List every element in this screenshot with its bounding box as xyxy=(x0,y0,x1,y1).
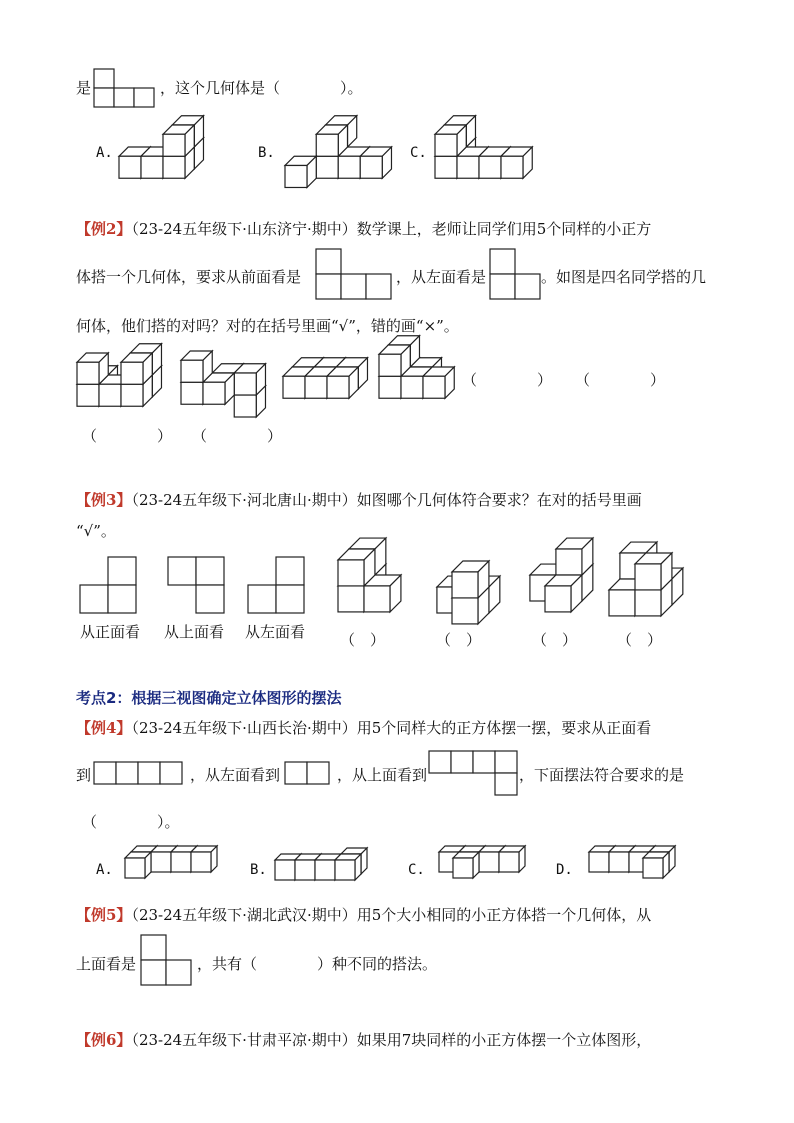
cube-face xyxy=(327,376,349,398)
cube xyxy=(77,353,108,384)
ex3-solid-2 xyxy=(425,560,491,622)
ex4-text1: （23-24五年级下·山西长治·期中）用5个同样大的正方体摆一摆，要求从正面看 xyxy=(131,719,652,737)
cube-face xyxy=(457,156,479,178)
cube-face xyxy=(360,156,382,178)
cube xyxy=(121,353,152,384)
q1-solid-c xyxy=(434,124,534,178)
cube-face xyxy=(316,156,338,178)
ex4-text2b: ，从左面看到 xyxy=(190,766,281,784)
cube-face xyxy=(121,362,143,384)
cube-face xyxy=(234,395,256,417)
cube xyxy=(338,549,375,586)
ex3-left-view xyxy=(247,556,307,616)
cube-face xyxy=(379,354,401,376)
ex2-tag: 【例2】 xyxy=(76,220,132,238)
cube xyxy=(335,854,361,880)
ex5-text2a: 上面看是 xyxy=(76,955,137,973)
cube-face xyxy=(338,586,364,612)
ex2-blank-1[interactable]: （ ） xyxy=(82,427,173,445)
ex4-solid-c xyxy=(432,851,528,887)
ex3-text1: （23-24五年级下·河北唐山·期中）如图哪个几何体符合要求？在对的括号里画 xyxy=(131,491,642,509)
cube-face xyxy=(203,382,225,404)
ex4-solid-b xyxy=(274,853,370,887)
ex3-text2: “√”。 xyxy=(76,522,116,540)
cube-face xyxy=(609,590,635,616)
cube-face xyxy=(452,598,478,624)
ex2-solid-1 xyxy=(76,352,156,412)
cube xyxy=(327,367,358,398)
ex3-label-front: 从正面看 xyxy=(80,623,141,641)
cube-face xyxy=(77,384,99,406)
q1-option-b: B. xyxy=(258,145,275,161)
ex4-option-b: B. xyxy=(250,862,267,878)
ex2-blank-4[interactable]: （ ） xyxy=(575,371,666,389)
ex3-label-top: 从上面看 xyxy=(164,623,225,641)
cube-face xyxy=(77,362,99,384)
ex3-front-view xyxy=(79,556,139,616)
ex5-top-view xyxy=(140,934,194,988)
cube-face xyxy=(315,860,335,880)
cube-face xyxy=(545,586,571,612)
cube-face xyxy=(556,549,582,575)
ex4-text2d: ，下面摆法符合要求的是 xyxy=(519,766,685,784)
ex3-tag: 【例3】 xyxy=(76,491,132,509)
ex3-label-left: 从左面看 xyxy=(245,623,306,641)
ex5-text2b: ，共有（ ）种不同的搭法。 xyxy=(197,955,438,973)
cube-face xyxy=(452,572,478,598)
ex2-text2b: ，从左面看是 xyxy=(396,268,487,286)
ex3-blank-4[interactable]: （ ） xyxy=(617,631,663,649)
cube-face xyxy=(635,564,661,590)
ex4-option-c: C. xyxy=(408,862,425,878)
cube-face xyxy=(171,852,191,872)
ex2-text1: （23-24五年级下·山东济宁·期中）数学课上，老师让同学们用5个同样的小正方 xyxy=(131,220,652,238)
cube xyxy=(234,364,265,395)
cube xyxy=(453,852,479,878)
q1-view-figure xyxy=(93,68,157,108)
q1-option-c: C. xyxy=(410,145,427,161)
ex4-text2c: ，从上面看到 xyxy=(337,766,428,784)
ex3-solid-1 xyxy=(337,548,403,622)
cube xyxy=(545,575,582,612)
cube-face xyxy=(423,376,445,398)
ex6-tag: 【例6】 xyxy=(76,1031,132,1049)
ex2-blank-2[interactable]: （ ） xyxy=(192,427,283,445)
ex3-blank-1[interactable]: （ ） xyxy=(340,631,386,649)
cube-face xyxy=(121,384,143,406)
cube-face xyxy=(335,860,355,880)
cube-face xyxy=(643,858,663,878)
cube xyxy=(163,125,194,156)
cube-face xyxy=(435,134,457,156)
ex2-left-view xyxy=(489,248,543,302)
cube-face xyxy=(499,852,519,872)
cube xyxy=(501,147,532,178)
ex3-line1 xyxy=(76,490,642,510)
q1-solid-a xyxy=(118,124,210,178)
ex2-front-view xyxy=(315,248,393,302)
cube xyxy=(435,125,466,156)
cube-face xyxy=(609,852,629,872)
cube xyxy=(423,367,454,398)
cube-face xyxy=(479,852,499,872)
cube xyxy=(191,846,217,872)
ex6-line1 xyxy=(76,1030,651,1050)
ex3-blank-2[interactable]: （ ） xyxy=(436,631,482,649)
q1-option-a: A. xyxy=(96,145,113,161)
ex4-solid-d xyxy=(582,851,678,887)
ex4-text2a: 到 xyxy=(76,766,92,784)
ex2-text3: 何体，他们搭的对吗？对的在括号里画“√”，错的画“×”。 xyxy=(76,317,459,335)
cube-face xyxy=(275,860,295,880)
ex4-option-d: D. xyxy=(556,862,573,878)
q1-prefix: 是 xyxy=(76,79,92,97)
cube-face xyxy=(501,156,523,178)
ex2-solid-3 xyxy=(282,366,362,410)
cube-face xyxy=(181,360,203,382)
ex4-tag: 【例4】 xyxy=(76,719,132,737)
ex5-text1: （23-24五年级下·湖北武汉·期中）用5个大小相同的小正方体搭一个几何体，从 xyxy=(131,906,652,924)
ex2-solid-2 xyxy=(180,350,260,412)
cube xyxy=(181,351,212,382)
cube xyxy=(452,561,489,598)
cube-face xyxy=(141,156,163,178)
ex4-top-view xyxy=(428,750,520,798)
cube-face xyxy=(316,134,338,156)
ex4-option-a: A. xyxy=(96,862,113,878)
cube-face xyxy=(295,860,315,880)
cube-face xyxy=(305,376,327,398)
ex4-line1 xyxy=(76,718,651,738)
q1-solid-b xyxy=(284,124,376,180)
cube-face xyxy=(163,134,185,156)
cube-face xyxy=(635,590,661,616)
ex4-text3[interactable]: （ ）。 xyxy=(82,813,180,831)
ex2-line1 xyxy=(76,219,651,239)
cube-face xyxy=(589,852,609,872)
cube-face xyxy=(453,858,473,878)
cube-face xyxy=(401,376,423,398)
ex2-solid-4 xyxy=(378,344,458,410)
cube-face xyxy=(119,156,141,178)
cube xyxy=(643,852,669,878)
cube-face xyxy=(163,156,185,178)
ex3-top-view xyxy=(167,556,227,616)
ex2-blank-3[interactable]: （ ） xyxy=(462,371,553,389)
cube xyxy=(379,345,410,376)
ex2-text2a: 体搭一个几何体，要求从前面看是 xyxy=(76,268,302,286)
ex3-solid-4 xyxy=(608,552,680,622)
cube-face xyxy=(283,376,305,398)
ex5-tag: 【例5】 xyxy=(76,906,132,924)
section2-title: 考点2：根据三视图确定立体图形的摆法 xyxy=(76,689,342,707)
cube xyxy=(125,852,151,878)
cube xyxy=(635,553,672,590)
cube-face xyxy=(479,156,501,178)
cube-face xyxy=(99,384,121,406)
q1-suffix: ，这个几何体是（ ）。 xyxy=(160,79,363,97)
ex4-left-view xyxy=(284,761,334,787)
cube-face xyxy=(338,156,360,178)
cube-face xyxy=(181,382,203,404)
cube-face xyxy=(234,373,256,395)
cube-face xyxy=(151,852,171,872)
ex3-blank-3[interactable]: （ ） xyxy=(532,631,578,649)
cube-face xyxy=(364,586,390,612)
ex6-text1: （23-24五年级下·甘肃平凉·期中）如果用7块同样的小正方体摆一个立体图形， xyxy=(131,1031,652,1049)
cube-face xyxy=(285,165,307,187)
cube-face xyxy=(379,376,401,398)
cube-face xyxy=(435,156,457,178)
cube xyxy=(316,125,347,156)
cube xyxy=(360,147,391,178)
cube xyxy=(499,846,525,872)
ex4-solid-a xyxy=(124,851,220,887)
ex3-solid-3 xyxy=(518,548,584,622)
cube-face xyxy=(338,560,364,586)
cube-face xyxy=(125,858,145,878)
ex5-line1 xyxy=(76,905,651,925)
ex4-front-view xyxy=(93,761,187,787)
cube xyxy=(556,538,593,575)
cube-face xyxy=(191,852,211,872)
ex2-text2c: 。如图是四名同学搭的几 xyxy=(541,268,707,286)
cube xyxy=(285,156,316,187)
